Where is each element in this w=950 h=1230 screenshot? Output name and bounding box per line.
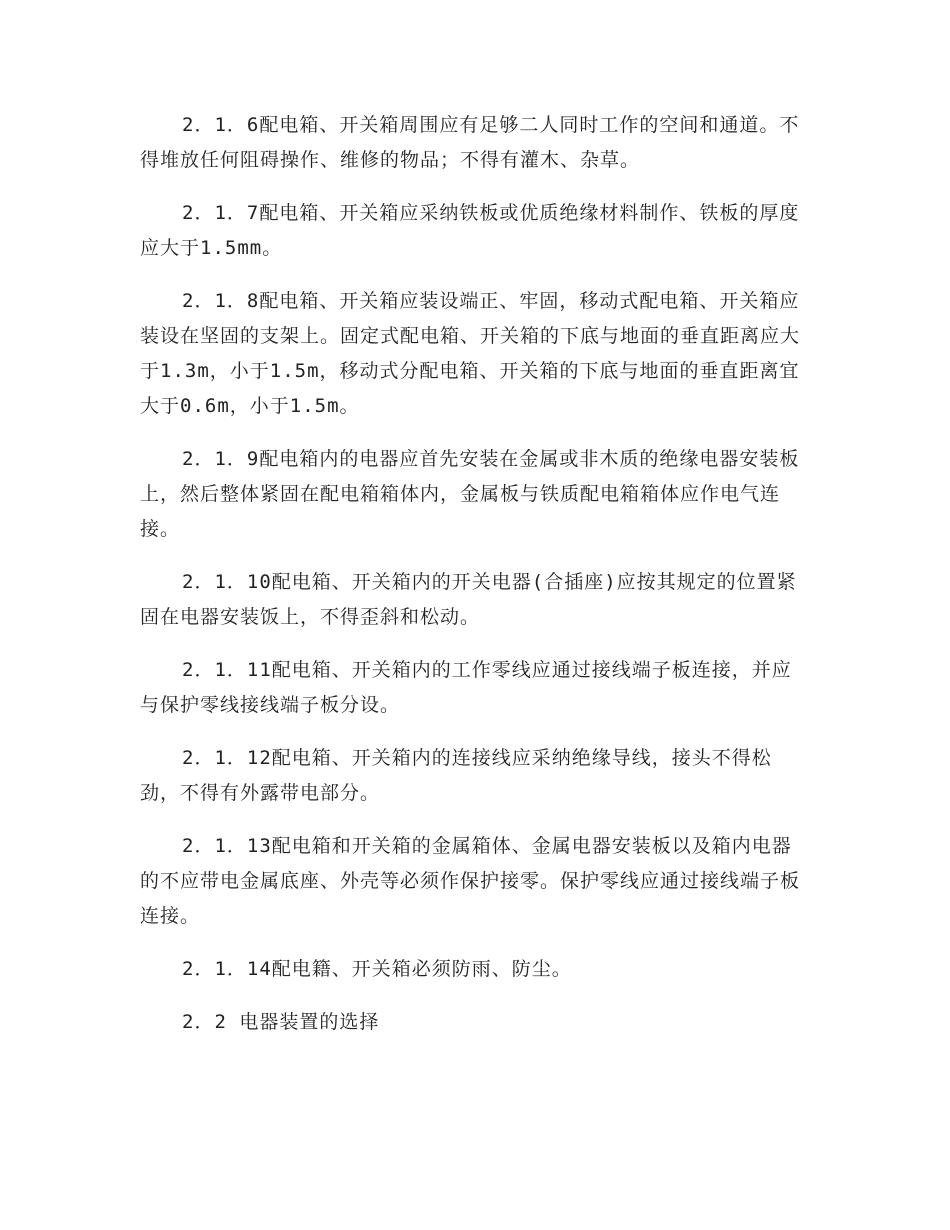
paragraph-2-1-9: 2．1．9配电箱内的电器应首先安装在金属或非木质的绝缘电器安装板上，然后整体紧固在配电箱箱体内，金属板与铁质配电箱箱体应作电气连接。 [140, 448, 800, 540]
paragraph-gap [140, 635, 810, 653]
paragraph-2-1-11: 2．1．11配电箱、开关箱内的工作零线应通过接线端子板连接，并应与保护零线接线端子板分设。 [140, 659, 792, 716]
paragraph-2-1-13: 2．1．13配电箱和开关箱的金属箱体、金属电器安装板以及箱内电器的不应带电金属底座、外壳等必须作保护接零。保护零线应通过接线端子板连接。 [140, 835, 801, 927]
paragraph-gap [140, 547, 810, 565]
paragraph-gap [140, 178, 810, 196]
paragraph-gap [140, 811, 810, 829]
paragraph-gap [140, 987, 810, 1005]
document-page [140, 108, 810, 1040]
section-heading: 2．2 电器装置的选择 [182, 1011, 380, 1033]
paragraph-gap [140, 266, 810, 284]
paragraph-gap [140, 934, 810, 952]
paragraph-gap [140, 723, 810, 741]
paragraph-2-1-10: 2．1．10配电箱、开关箱内的开关电器(合插座)应按其规定的位置紧固在电器安装饭上，不得歪斜和松动。 [140, 571, 797, 628]
paragraph-2-1-6: 2．1．6配电箱、开关箱周围应有足够二人同时工作的空间和通道。不得堆放任何阻碍操作、维修的物品；不得有灌木、杂草。 [140, 114, 800, 171]
paragraph-2-1-12: 2．1．12配电箱、开关箱内的连接线应采纳绝缘导线，接头不得松劲，不得有外露带电部分。 [140, 747, 772, 804]
paragraph-2-1-8: 2．1．8配电箱、开关箱应装设端正、牢固，移动式配电箱、开关箱应装设在坚固的支架上。固定式配电箱、开关箱的下底与地面的垂直距离应大于1.3m，小于1.5m，移动式分配电箱、开关箱的下底与地面的垂直距离宜大于0.6m，小于1.5m。 [140, 290, 801, 417]
paragraph-2-1-7: 2．1．7配电箱、开关箱应采纳铁板或优质绝缘材料制作、铁板的厚度应大于1.5mm。 [140, 202, 800, 259]
paragraph-2-1-14: 2．1．14配电籍、开关箱必须防雨、防尘。 [182, 958, 572, 980]
paragraph-gap [140, 424, 810, 442]
